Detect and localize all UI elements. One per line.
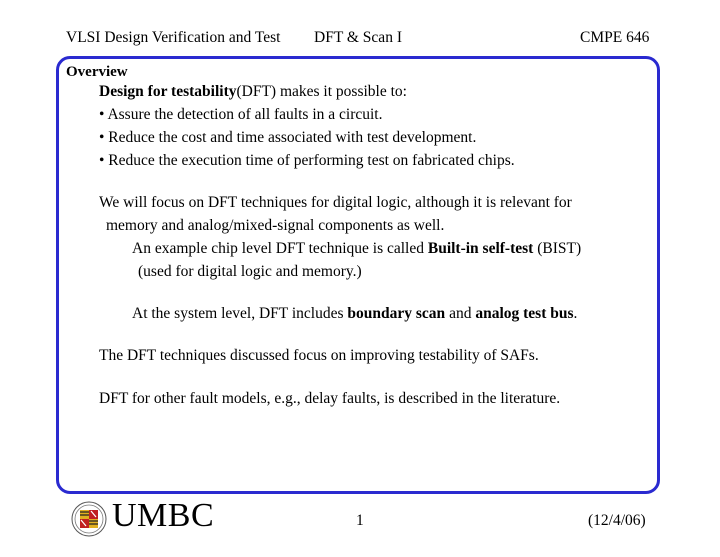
focus-line-2: memory and analog/mixed-signal components as well.: [106, 217, 445, 234]
bist-line-1: [132, 239, 581, 259]
bist-line-2: (used for digital logic and memory.): [138, 263, 362, 280]
header-topic: DFT & Scan I: [314, 29, 402, 46]
focus-line-1: We will focus on DFT techniques for digital logic, although it is relevant for: [99, 194, 572, 211]
other-models-line: DFT for other fault models, e.g., delay faults, is described in the literature.: [99, 390, 561, 407]
footer-date: (12/4/06): [588, 512, 646, 529]
header-course-title: VLSI Design Verification and Test: [66, 29, 281, 46]
analog-test-bus-term: analog test bus: [475, 305, 574, 322]
system-and: and: [449, 305, 472, 322]
bullet-item-3: • Reduce the execution time of performing test on fabricated chips.: [99, 152, 515, 169]
section-title: Overview: [66, 64, 128, 80]
system-pre: At the system level, DFT includes: [132, 305, 344, 322]
bullet-item-1: • Assure the detection of all faults in a circuit.: [99, 106, 383, 123]
saf-line: The DFT techniques discussed focus on improving testability of SAFs.: [99, 347, 539, 364]
bist-post: (BIST): [537, 240, 582, 257]
umbc-logo-text: UMBC: [112, 497, 215, 534]
intro-bold-term: Design for testability: [99, 83, 237, 100]
intro-line: [99, 82, 407, 102]
header-course-code: CMPE 646: [580, 29, 650, 46]
bullet-item-2: • Reduce the cost and time associated with test development.: [99, 129, 477, 146]
intro-rest: (DFT) makes it possible to:: [236, 83, 407, 100]
page-number: 1: [356, 512, 364, 529]
boundary-scan-term: boundary scan: [347, 305, 446, 322]
bist-bold-term: Built-in self-test: [427, 240, 534, 257]
system-post: .: [573, 305, 578, 322]
bist-pre: An example chip level DFT technique is called: [132, 240, 424, 257]
umbc-seal-icon: [71, 501, 107, 537]
system-line: [132, 304, 577, 324]
